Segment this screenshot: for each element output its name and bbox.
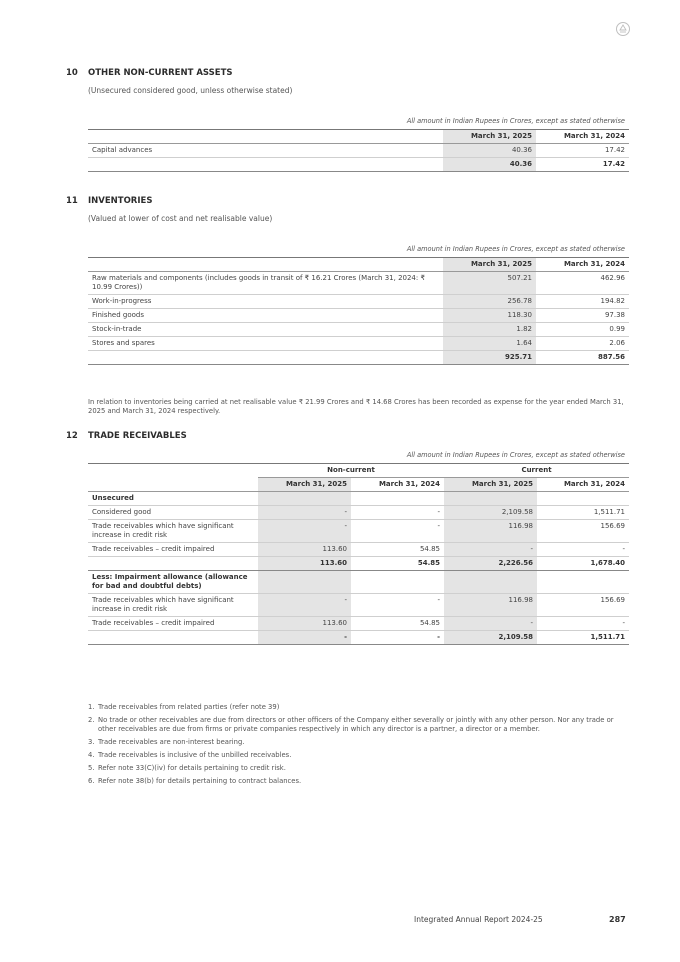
total-value: 887.56 xyxy=(536,351,629,365)
section-title: INVENTORIES xyxy=(88,196,153,206)
cell-value: 54.85 xyxy=(351,617,444,631)
row-label: Capital advances xyxy=(88,144,443,158)
section-10-heading xyxy=(66,68,233,78)
cell-value: 40.36 xyxy=(443,144,536,158)
cell-value: 118.30 xyxy=(443,309,536,323)
table-row xyxy=(88,337,629,351)
table-row xyxy=(88,506,629,520)
trade-receivables-table xyxy=(88,449,629,645)
inventories-note: In relation to inventories being carried at net realisable value ₹ 21.99 Crores and ₹ 14.68 Crores has been recorded as expense for the year ended March 31, 2025 and March 31, 2024 respectively. xyxy=(88,398,624,415)
section-number: 11 xyxy=(66,196,78,206)
column-header: March 31, 2025 xyxy=(258,478,351,492)
table-row xyxy=(88,295,629,309)
row-label: Trade receivables which have significant increase in credit risk xyxy=(88,594,258,617)
table-row xyxy=(88,520,629,543)
table-row xyxy=(88,594,629,617)
cell-value: 1,511.71 xyxy=(537,506,629,520)
total-value: 925.71 xyxy=(443,351,536,365)
cell-value: - xyxy=(351,520,444,543)
row-label: Stores and spares xyxy=(88,337,443,351)
cell-value: 17.42 xyxy=(536,144,629,158)
row-label: Less: Impairment allowance (allowance for bad and doubtful debts) xyxy=(88,571,258,594)
cell-value: 97.38 xyxy=(536,309,629,323)
cell-value: 113.60 xyxy=(258,617,351,631)
table-caption: All amount in Indian Rupees in Crores, except as stated otherwise xyxy=(88,449,629,464)
inventories-table xyxy=(88,243,629,365)
cell-value: - xyxy=(537,543,629,557)
row-label: Trade receivables – credit impaired xyxy=(88,543,258,557)
section-title: TRADE RECEIVABLES xyxy=(88,431,187,441)
group-header-non-current: Non-current xyxy=(258,464,444,478)
row-label: Raw materials and components (includes goods in transit of ₹ 16.21 Crores (March 31, 2024: ₹ 10.99 Crores)) xyxy=(88,272,443,295)
cell-value: 2.06 xyxy=(536,337,629,351)
total-value: 17.42 xyxy=(536,158,629,172)
section-12-heading xyxy=(66,431,187,441)
column-header: March 31, 2024 xyxy=(536,130,629,144)
row-label: Finished goods xyxy=(88,309,443,323)
section-10-subtitle: (Unsecured considered good, unless otherwise stated) xyxy=(88,86,293,95)
cell-value: 116.98 xyxy=(444,520,537,543)
cell-value: 256.78 xyxy=(443,295,536,309)
table-row xyxy=(88,144,629,158)
company-emblem-icon xyxy=(615,21,631,37)
cell-value: - xyxy=(258,506,351,520)
total-row xyxy=(88,631,629,645)
column-header: March 31, 2024 xyxy=(351,478,444,492)
other-non-current-assets-table xyxy=(88,115,629,172)
list-item: 6. Refer note 38(b) for details pertaining to contract balances. xyxy=(88,776,302,785)
subtotal-row xyxy=(88,557,629,571)
total-value: 40.36 xyxy=(443,158,536,172)
cell-value: - xyxy=(351,594,444,617)
cell-value: - xyxy=(537,617,629,631)
cell-value: 462.96 xyxy=(536,272,629,295)
cell-value: - xyxy=(258,520,351,543)
total-value: 1,511.71 xyxy=(537,631,629,645)
table-row xyxy=(88,543,629,557)
table-caption: All amount in Indian Rupees in Crores, except as stated otherwise xyxy=(88,115,629,130)
column-header: March 31, 2025 xyxy=(443,258,536,272)
list-item: 5. Refer note 33(C)(iv) for details pertaining to credit risk. xyxy=(88,763,286,772)
trade-receivables-notes xyxy=(88,703,628,790)
table-row xyxy=(88,492,629,506)
footer-report-title: Integrated Annual Report 2024-25 xyxy=(414,915,543,924)
cell-value: 0.99 xyxy=(536,323,629,337)
subtotal-value: 54.85 xyxy=(351,557,444,571)
total-value: 2,109.58 xyxy=(444,631,537,645)
list-item: 4. Trade receivables is inclusive of the unbilled receivables. xyxy=(88,750,292,759)
cell-value: 156.69 xyxy=(537,520,629,543)
column-header: March 31, 2024 xyxy=(536,258,629,272)
table-row xyxy=(88,617,629,631)
cell-value: 1.82 xyxy=(443,323,536,337)
row-label: Work-in-progress xyxy=(88,295,443,309)
table-row xyxy=(88,309,629,323)
section-11-subtitle: (Valued at lower of cost and net realisable value) xyxy=(88,214,273,223)
cell-value: 507.21 xyxy=(443,272,536,295)
group-header-current: Current xyxy=(444,464,629,478)
row-label: Unsecured xyxy=(88,492,258,506)
cell-value: 54.85 xyxy=(351,543,444,557)
cell-value: - xyxy=(444,543,537,557)
list-item: 1. Trade receivables from related parties (refer note 39) xyxy=(88,703,280,711)
cell-value: - xyxy=(258,594,351,617)
cell-value: 1.64 xyxy=(443,337,536,351)
list-item: 2. No trade or other receivables are due from directors or other officers of the Company either severally or jointly with any other person. Nor any trade or other receivables are due from firms or private companies respectively in which any director is a partner, a director or a member. xyxy=(88,716,614,733)
cell-value: 113.60 xyxy=(258,543,351,557)
table-row xyxy=(88,272,629,295)
total-value: - xyxy=(258,631,351,645)
page-number: 287 xyxy=(609,915,626,924)
section-11-heading xyxy=(66,196,152,206)
table-caption: All amount in Indian Rupees in Crores, except as stated otherwise xyxy=(88,243,629,258)
list-item: 3. Trade receivables are non-interest bearing. xyxy=(88,737,245,746)
row-label: Trade receivables which have significant increase in credit risk xyxy=(88,520,258,543)
cell-value: 156.69 xyxy=(537,594,629,617)
section-title: OTHER NON-CURRENT ASSETS xyxy=(88,68,233,78)
total-row xyxy=(88,158,629,172)
cell-value: - xyxy=(444,617,537,631)
section-number: 12 xyxy=(66,431,78,441)
total-value: - xyxy=(351,631,444,645)
cell-value: 116.98 xyxy=(444,594,537,617)
row-label: Stock-in-trade xyxy=(88,323,443,337)
cell-value: 2,109.58 xyxy=(444,506,537,520)
cell-value: 194.82 xyxy=(536,295,629,309)
subtotal-value: 1,678.40 xyxy=(537,557,629,571)
total-row xyxy=(88,351,629,365)
column-header: March 31, 2025 xyxy=(443,130,536,144)
section-number: 10 xyxy=(66,68,78,78)
row-label: Considered good xyxy=(88,506,258,520)
column-header: March 31, 2025 xyxy=(444,478,537,492)
column-header: March 31, 2024 xyxy=(537,478,629,492)
row-label: Trade receivables – credit impaired xyxy=(88,617,258,631)
table-row xyxy=(88,323,629,337)
subtotal-value: 113.60 xyxy=(258,557,351,571)
subtotal-value: 2,226.56 xyxy=(444,557,537,571)
table-row xyxy=(88,571,629,594)
cell-value: - xyxy=(351,506,444,520)
